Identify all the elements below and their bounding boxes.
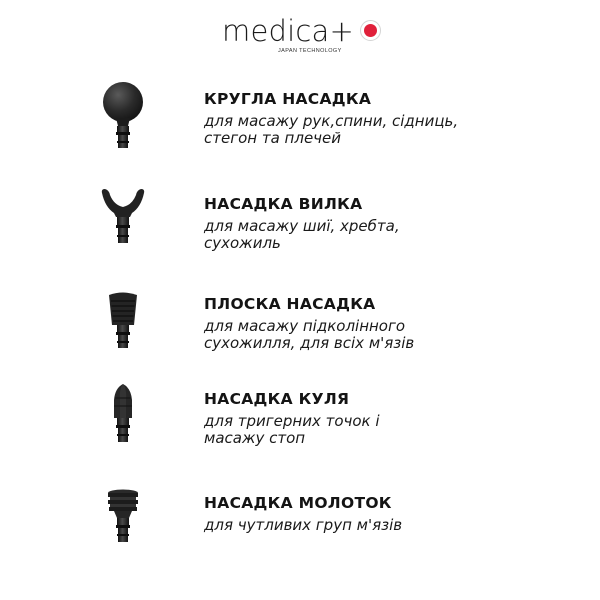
attachment-item-fork — [0, 185, 600, 275]
attachment-title: ПЛОСКА НАСАДКА — [204, 295, 376, 313]
brand-logo — [222, 14, 392, 56]
attachment-title: КРУГЛА НАСАДКА — [204, 90, 372, 108]
attachment-desc-line2: стегон та плечей — [204, 129, 342, 147]
attachment-desc-line1: для масажу шиї, хребта, — [204, 217, 400, 235]
attachment-title: НАСАДКА КУЛЯ — [204, 390, 350, 408]
attachment-desc-line2: масажу стоп — [204, 429, 306, 447]
bullet-attachment-icon — [92, 380, 154, 470]
flat-attachment-icon — [92, 285, 154, 375]
attachment-desc-line1: для тригерних точок і — [204, 412, 380, 430]
fork-attachment-icon — [92, 185, 154, 275]
attachment-desc-line2: сухожиль — [204, 234, 281, 252]
flag-red-dot — [364, 24, 377, 37]
attachment-item-ball — [0, 80, 600, 170]
attachment-title: НАСАДКА МОЛОТОК — [204, 494, 392, 512]
ball-attachment-icon — [92, 80, 154, 170]
attachment-item-bullet — [0, 380, 600, 470]
attachment-desc-line1: для чутливих груп м'язів — [204, 516, 403, 534]
brand-tagline: JAPAN TECHNOLOGY — [278, 48, 342, 54]
japan-flag-icon — [360, 20, 381, 41]
attachment-desc-line1: для масажу рук,спини, сідниць, — [204, 112, 459, 130]
brand-name: medica+ — [222, 14, 354, 48]
attachment-desc-line1: для масажу підколінного — [204, 317, 406, 335]
hammer-attachment-icon — [92, 484, 154, 574]
attachment-desc-line2: сухожилля, для всіх м'язів — [204, 334, 415, 352]
attachment-title: НАСАДКА ВИЛКА — [204, 195, 363, 213]
attachment-item-hammer — [0, 484, 600, 574]
attachment-item-flat — [0, 285, 600, 375]
